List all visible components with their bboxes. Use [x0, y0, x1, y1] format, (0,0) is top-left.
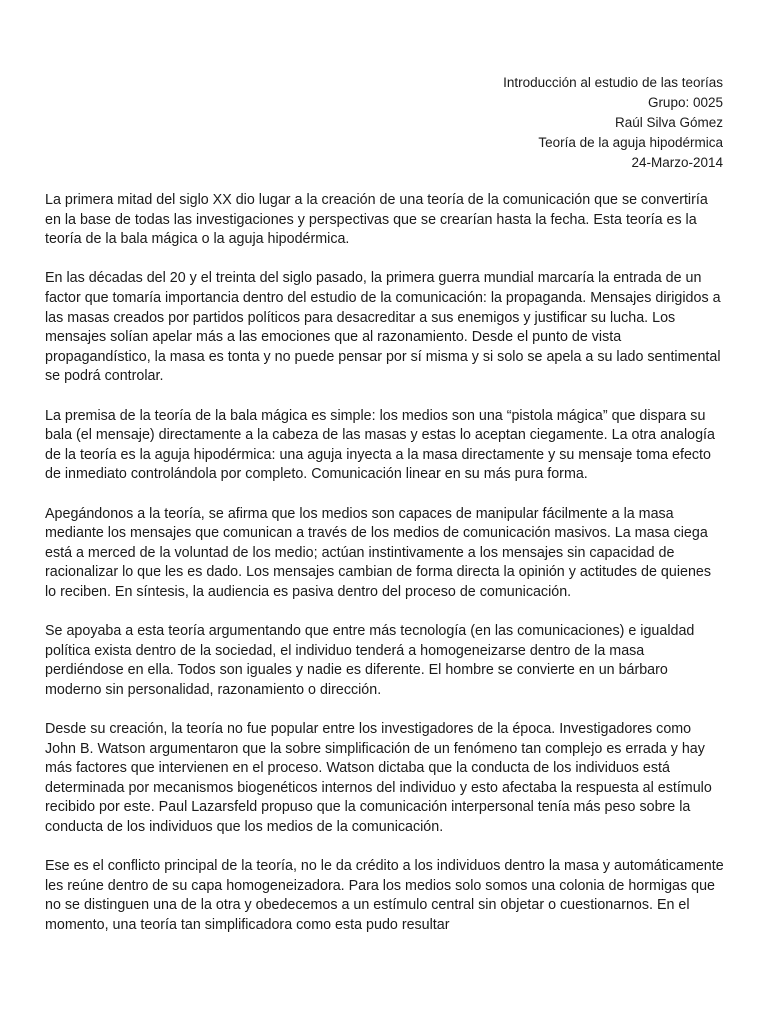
paragraph: Ese es el conflicto principal de la teoría, no le da crédito a los individuos dentro la masa y automáticamente les reúne dentro de su capa homogeneizadora. Para los medios solo somos una colonia de hormigas que no se distinguen una de la otra y obedecemos a un estímulo central sin objetar o cuestionarnos. En el momento, una teoría tan simplificadora como esta pudo resultar	[45, 858, 724, 933]
date-line: 24-Marzo-2014	[631, 155, 723, 170]
paragraph: La primera mitad del siglo XX dio lugar a la creación de una teoría de la comunicación que se convertiría en la base de todas las investigaciones y perspectivas que se crearían hasta la fecha. Esta teoría es la teoría de la bala mágica o la aguja hipodérmica.	[45, 192, 708, 248]
group-line: Grupo: 0025	[647, 95, 723, 110]
paragraph: Apegándonos a la teoría, se afirma que los medios son capaces de manipular fácilmente a la masa mediante los mensajes que comunican a través de los medios de comunicación masivos. La masa ciega está a merced de la voluntad de los medio; actúan instintivamente a los mensajes sin capacidad de racionalizar lo que les es dado. Los mensajes cambian de forma directa la opinión y actitudes de quienes lo reciben. En síntesis, la audiencia es pasiva dentro del proceso de comunicación.	[45, 505, 711, 600]
document-header	[503, 73, 723, 173]
paragraph: En las décadas del 20 y el treinta del siglo pasado, la primera guerra mundial marcaría la entrada de un factor que tomaría importancia dentro del estudio de la comunicación: la propaganda. Mensajes dirigidos a las masas creados por partidos políticos para desacreditar a sus enemigos y justificar su lucha. Los mensajes solían apelar más a las emociones que al razonamiento. Desde el punto de vista propagandístico, la masa es tonta y no puede pensar por sí misma y si solo se apela a su lado sentimental se podrá controlar.	[45, 270, 721, 385]
paragraph: Se apoyaba a esta teoría argumentando que entre más tecnología (en las comunicaciones) e igualdad política exista dentro de la sociedad, el individuo tenderá a homogeneizarse dentro de la masa perdiéndose en ella. Todos son iguales y nadie es diferente. El hombre se convierte en un bárbaro moderno sin personalidad, razonamiento o dirección.	[45, 623, 695, 698]
author-line: Raúl Silva Gómez	[614, 115, 723, 130]
topic-line: Teoría de la aguja hipodérmica	[538, 135, 723, 150]
paragraph: Desde su creación, la teoría no fue popular entre los investigadores de la época. Investigadores como John B. Watson argumentaron que la sobre simplificación de un fenómeno tan complejo es errada y hay más factores que intervienen en el proceso. Watson dictaba que la conducta de los individuos está determinada por mecanismos biogenéticos internos del individuo y esto afectaba la respuesta al estímulo recibido por este. Paul Lazarsfeld propuso que la comunicación interpersonal tenía más peso sobre la conducta de los individuos que los medios de la comunicación.	[45, 721, 712, 835]
document-body	[45, 191, 725, 955]
paragraph: La premisa de la teoría de la bala mágica es simple: los medios son una “pistola mágica” que dispara su bala (el mensaje) directamente a la cabeza de las masas y estas lo aceptan ciegamente. La otra analogía de la teoría es la aguja hipodérmica: una aguja inyecta a la masa directamente y su mensaje toma efecto de inmediato controlándola por completo. Comunicación linear en su más pura forma.	[45, 407, 715, 483]
course-line: Introducción al estudio de las teorías	[503, 75, 723, 90]
